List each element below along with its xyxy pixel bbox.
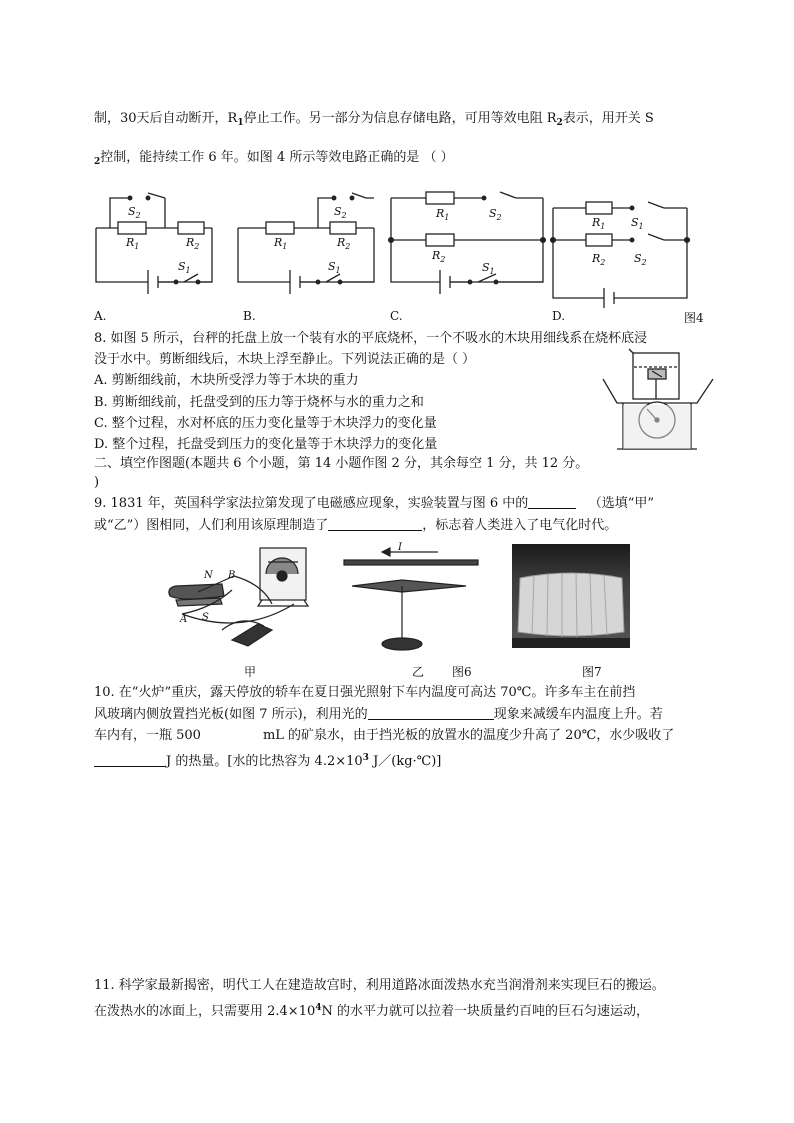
q10-line-4 [94, 750, 441, 770]
q9-blank-1[interactable] [528, 496, 576, 509]
label-s1-c: $S_1$ [482, 261, 495, 276]
q7-subscript: 2 [556, 118, 563, 128]
fig7-caption: 图7 [582, 665, 602, 679]
figure-6-yi-apparatus [342, 540, 482, 660]
label-r2-d: $R_2$ [592, 252, 606, 267]
q9-text: 9. 1831 年，英国科学家法拉第发现了电磁感应现象，实验装置与图 6 中的 [94, 496, 529, 511]
label-s2-d: $S_2$ [634, 252, 647, 267]
fig4-caption: 图4 [684, 311, 704, 325]
q9-line-1 [94, 496, 654, 512]
q7-text: 停止工作。另一部分为信息存储电路，可用等效电阻 R [243, 111, 557, 126]
q8-option-b: B. 剪断细线前，托盘受到的压力等于烧杯与水的重力之和 [94, 395, 424, 410]
label-s1-a: $S_1$ [178, 260, 191, 275]
q10-text: 现象来减缓车内温度上升。若 [493, 707, 663, 722]
figure-4-circuits [0, 0, 794, 310]
fig4-option-a: A. [94, 309, 107, 323]
q10-blank-2[interactable] [94, 754, 166, 767]
q10-blank-1[interactable] [368, 707, 494, 720]
label-r2-c: $R_2$ [432, 249, 446, 264]
q10-text: 车内有，一瓶 500 [94, 728, 201, 743]
q8-option-a: A. 剪断细线前，木块所受浮力等于木块的重力 [94, 373, 359, 388]
label-s1-d: $S_1$ [631, 216, 644, 231]
fig4-option-d: D. [552, 309, 566, 323]
q8-stem-1: 8. 如图 5 所示，台秤的托盘上放一个装有水的平底烧杯，一个不吸水的木块用细线系在烧杯底浸 [94, 331, 648, 346]
q11-line-1: 11. 科学家最新揭密，明代工人在建造故宫时，利用道路冰面泼热水充当润滑剂来实现巨石的搬运。 [94, 978, 665, 993]
q7-text: 制，30天后自动断开，R [94, 111, 238, 126]
label-r1-a: $R_1$ [126, 236, 140, 251]
label-r1-d: $R_1$ [592, 216, 606, 231]
jia-letter-a: A [180, 614, 188, 625]
label-s2-a: $S_2$ [128, 205, 141, 220]
q7-subscript: 2 [94, 157, 101, 167]
q10-line-2 [94, 707, 663, 723]
jia-letter-s: S [202, 612, 209, 623]
q10-line-3 [94, 728, 674, 744]
q11-text: 在泼热水的冰面上，只需要用 2.4×10 [94, 1004, 316, 1019]
label-r1-b: $R_1$ [274, 236, 288, 251]
label-r2-b: $R_2$ [337, 236, 351, 251]
label-r2-a: $R_2$ [186, 236, 200, 251]
q7-text: 表示，用开关 S [562, 111, 654, 126]
label-s1-b: $S_1$ [328, 260, 341, 275]
figure-5-scale [603, 345, 713, 455]
fig6-label-yi: 乙 [412, 665, 425, 679]
fig4-option-b: B. [243, 309, 256, 323]
figure-6-jia-apparatus [162, 544, 342, 654]
q10-text: J 的热量。[水的比热容为 4.2×10 [166, 754, 363, 769]
fig6-caption: 图6 [452, 665, 472, 679]
q11-line-2 [94, 1000, 649, 1020]
figure-7-photo [512, 544, 630, 648]
q9-blank-2[interactable] [328, 518, 422, 531]
q8-option-d: D. 整个过程，托盘受到压力的变化量等于木块浮力的变化量 [94, 437, 438, 452]
q10-text: mL 的矿泉水，由于挡光板的放置水的温度少升高了 20℃，水少吸收了 [262, 728, 675, 743]
section-2-close: ) [94, 475, 100, 490]
q9-text: 或“乙”）图相同，人们利用该原理制造了 [94, 518, 329, 533]
q10-text: J／(kg·℃)] [368, 754, 442, 769]
q7-text: 控制，能持续工作 6 年。如图 4 所示等效电路正确的是 （ ） [100, 150, 454, 165]
q11-superscript: 4 [315, 1003, 322, 1013]
label-s2-b: $S_2$ [334, 205, 347, 220]
q9-text: （选填“甲” [588, 496, 654, 511]
label-s2-c: $S_2$ [489, 207, 502, 222]
q11-text: N 的水平力就可以拉着一块质量约百吨的巨石匀速运动， [321, 1004, 650, 1019]
label-r1-c: $R_1$ [436, 207, 450, 222]
q8-option-c: C. 整个过程，水对杯底的压力变化量等于木块浮力的变化量 [94, 416, 437, 431]
q9-line-2 [94, 518, 617, 534]
q9-text: ，标志着人类进入了电气化时代。 [422, 518, 618, 533]
fig6-label-jia: 甲 [244, 665, 257, 679]
q7-subscript: 1 [237, 118, 244, 128]
fig4-option-c: C. [390, 309, 403, 323]
q8-stem-2: 没于水中。剪断细线后，木块上浮至静止。下列说法正确的是（ ） [94, 352, 476, 367]
q10-text: 风玻璃内侧放置挡光板(如图 7 所示)，利用光的 [94, 707, 368, 722]
q10-line-1: 10. 在“火炉”重庆，露天停放的轿车在夏日强光照射下车内温度可高达 70℃。许多车主在前挡 [94, 685, 636, 700]
yi-current-label: I [398, 542, 402, 553]
section-2-title: 二、填空作图题(本题共 6 个小题，第 14 小题作图 2 分，其余每空 1 分，共 12 分。 [94, 456, 589, 471]
q10-superscript: 3 [362, 753, 369, 763]
jia-letter-b: B [228, 570, 236, 581]
jia-letter-n: N [204, 570, 213, 581]
